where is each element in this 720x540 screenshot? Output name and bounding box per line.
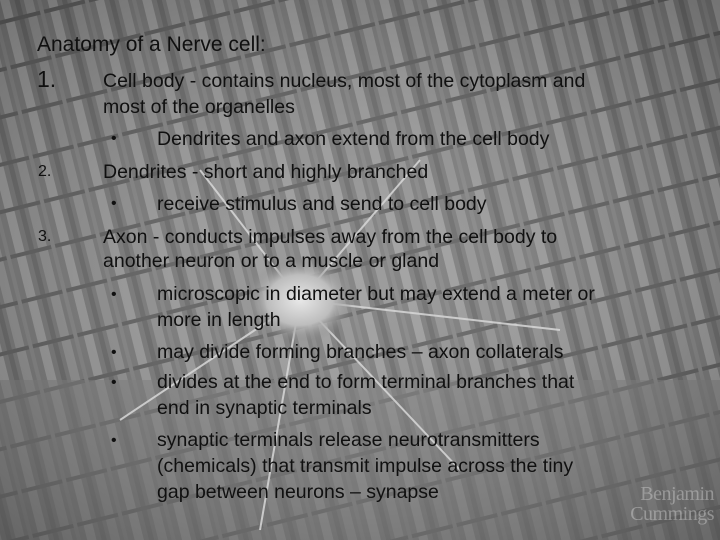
item-3-bullet-4-line-3: gap between neurons – synapse [157,481,439,503]
item-1-number: 1. [37,66,57,92]
item-3-bullet-1-line-1: microscopic in diameter but may extend a meter or [157,283,595,305]
item-3-bullet-4-line-2: (chemicals) that transmit impulse across the tiny [157,455,574,477]
item-3-bullet-1-line-2: more in length [157,309,281,331]
item-3-text-line-1: Axon - conducts impulses away from the cell body to [103,226,558,248]
item-3-bullet-4-marker: • [111,432,117,449]
item-1-bullet-1-marker: • [111,130,117,147]
item-3-bullet-2-line-1: may divide forming branches – axon collaterals [157,341,564,363]
item-2-number: 2. [38,163,52,180]
item-3-bullet-3-marker: • [111,374,117,391]
publisher-watermark [630,484,714,524]
item-2-bullet-1-marker: • [111,195,117,212]
item-2-text-line-1: Dendrites - short and highly branched [103,161,429,183]
slide-title: Anatomy of a Nerve cell: [37,33,266,56]
item-3-number: 3. [38,228,52,245]
item-3-bullet-1-marker: • [111,286,117,303]
item-3-text-line-2: another neuron or to a muscle or gland [103,250,440,272]
item-3-bullet-2-marker: • [111,344,117,361]
item-1-text-line-1: Cell body - contains nucleus, most of the cytoplasm and [103,70,586,92]
watermark-line-1: Benjamin [640,483,714,505]
item-2-bullet-1-line-1: receive stimulus and send to cell body [157,193,487,215]
watermark-line-2: Cummings [630,503,714,525]
item-3-bullet-4-line-1: synaptic terminals release neurotransmitters [157,429,540,451]
item-1-text-line-2: most of the organelles [103,96,295,118]
item-3-bullet-3-line-1: divides at the end to form terminal branches that [157,371,575,393]
item-3-bullet-3-line-2: end in synaptic terminals [157,397,372,419]
item-1-bullet-1-line-1: Dendrites and axon extend from the cell body [157,128,550,150]
